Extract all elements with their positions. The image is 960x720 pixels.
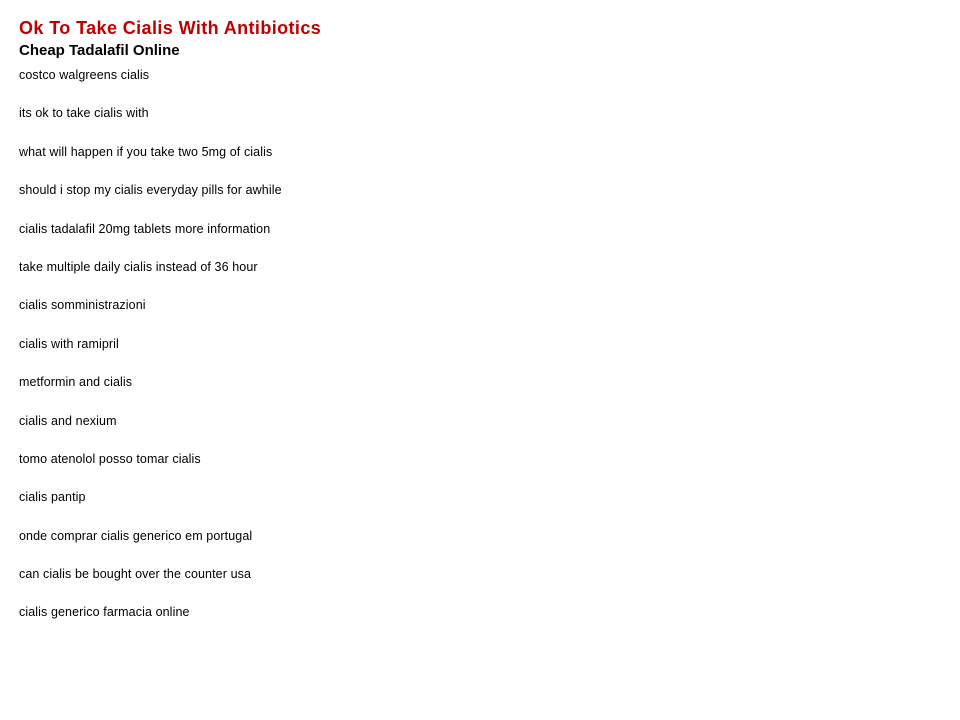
page-title: Ok To Take Cialis With Antibiotics — [19, 18, 322, 38]
list-item — [19, 104, 282, 142]
list-item — [19, 373, 282, 411]
list-link[interactable]: tomo atenolol posso tomar cialis — [19, 451, 201, 466]
list-item — [19, 258, 282, 296]
list-link[interactable]: cialis and nexium — [19, 413, 117, 428]
list-link[interactable]: onde comprar cialis generico em portugal — [19, 528, 253, 543]
list-link[interactable]: cialis somministrazioni — [19, 298, 146, 313]
link-list — [19, 66, 282, 642]
list-link[interactable]: cialis generico farmacia online — [19, 605, 190, 620]
list-item — [19, 296, 282, 334]
list-item — [19, 143, 282, 181]
list-link[interactable]: what will happen if you take two 5mg of cialis — [19, 144, 273, 159]
list-item — [19, 488, 282, 526]
list-link[interactable]: metformin and cialis — [19, 375, 133, 390]
list-link[interactable]: cialis with ramipril — [19, 336, 119, 351]
list-link[interactable]: cialis tadalafil 20mg tablets more information — [19, 221, 271, 236]
list-item — [19, 335, 282, 373]
list-link[interactable]: its ok to take cialis with — [19, 106, 149, 121]
list-item — [19, 527, 282, 565]
list-link[interactable]: can cialis be bought over the counter usa — [19, 567, 252, 582]
list-item — [19, 603, 282, 641]
list-link[interactable]: cialis pantip — [19, 490, 86, 505]
list-item — [19, 181, 282, 219]
list-item — [19, 412, 282, 450]
list-item — [19, 220, 282, 258]
list-link[interactable]: should i stop my cialis everyday pills for awhile — [19, 183, 282, 198]
list-item — [19, 66, 282, 104]
list-link[interactable]: take multiple daily cialis instead of 36 hour — [19, 259, 258, 274]
list-item — [19, 565, 282, 603]
list-item — [19, 450, 282, 488]
list-link[interactable]: costco walgreens cialis — [19, 68, 150, 82]
page-subtitle: Cheap Tadalafil Online — [19, 42, 180, 59]
